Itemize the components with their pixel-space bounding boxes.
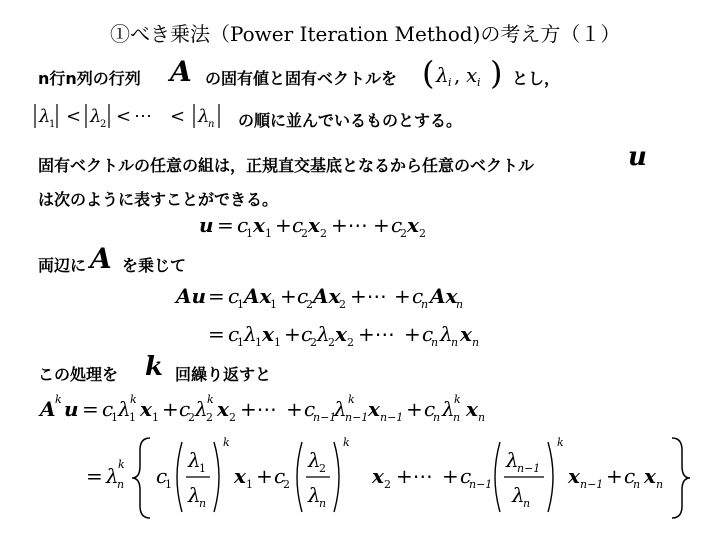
svg-text:x: x: [335, 322, 347, 346]
svg-text:Ax: Ax: [430, 284, 458, 308]
repeat-suffix: 回繰り返すと: [175, 365, 272, 384]
para1-line-a: 固有ベクトルの任意の組は，正規直交基底となるから任意のベクトル: [38, 156, 535, 175]
equation-au-lambda: [200, 316, 530, 352]
svg-text:λ: λ: [195, 397, 208, 421]
line1-suffix: とし，: [512, 69, 561, 88]
svg-text:n: n: [478, 411, 486, 424]
svg-text:λ: λ: [308, 448, 321, 472]
svg-text:2: 2: [419, 227, 426, 240]
svg-text:Ax: Ax: [313, 284, 341, 308]
svg-text:n: n: [433, 411, 441, 424]
svg-text:k: k: [348, 393, 355, 406]
para1-line-b: は次のように表すことができる。: [38, 190, 279, 209]
svg-text:n−1: n−1: [380, 411, 404, 424]
svg-text:n: n: [431, 336, 439, 349]
svg-text:+⋯: +⋯: [331, 213, 368, 237]
svg-text:i: i: [448, 76, 452, 89]
svg-text:λ: λ: [436, 63, 449, 87]
svg-text:k: k: [454, 393, 461, 406]
svg-text:,: ,: [454, 63, 461, 87]
svg-text:<: <: [66, 106, 82, 127]
svg-text:<: <: [170, 106, 186, 127]
svg-text:n: n: [523, 497, 531, 510]
svg-text:c: c: [297, 284, 309, 308]
svg-text:Ax: Ax: [244, 284, 272, 308]
line1-prefix: n行n列の行列: [38, 69, 141, 88]
eigenvalue-ordering: [30, 98, 230, 134]
svg-text:c: c: [422, 322, 434, 346]
svg-text:2: 2: [306, 298, 313, 311]
svg-text:x: x: [568, 464, 580, 488]
svg-text:c: c: [460, 464, 472, 488]
svg-text:c: c: [624, 464, 636, 488]
eigen-pair: [420, 54, 510, 94]
vector-symbol-u: u: [628, 142, 647, 172]
svg-text:1: 1: [246, 478, 253, 491]
svg-text:=: =: [86, 464, 103, 488]
svg-text:n−1: n−1: [313, 411, 337, 424]
svg-text:1: 1: [246, 227, 253, 240]
svg-text:=: =: [208, 322, 225, 346]
svg-text:+: +: [275, 213, 292, 237]
svg-text:λ: λ: [440, 322, 453, 346]
svg-text:x: x: [460, 322, 472, 346]
svg-text:+: +: [286, 397, 303, 421]
svg-text:λ: λ: [198, 106, 210, 127]
svg-text:x: x: [407, 213, 419, 237]
svg-text:λ: λ: [188, 483, 201, 507]
svg-text:k: k: [207, 393, 214, 406]
svg-text:u: u: [199, 213, 214, 237]
svg-text:2: 2: [188, 411, 195, 424]
svg-text:c: c: [237, 213, 249, 237]
svg-text:n: n: [421, 298, 429, 311]
svg-text:1: 1: [274, 336, 281, 349]
svg-text:+⋯: +⋯: [396, 464, 433, 488]
svg-text:+: +: [404, 322, 421, 346]
svg-text:x: x: [308, 213, 320, 237]
equation-aku: [36, 388, 576, 426]
svg-text:2: 2: [301, 227, 308, 240]
svg-text:+: +: [606, 464, 623, 488]
svg-text:n−1: n−1: [580, 478, 604, 491]
svg-text:x: x: [217, 397, 229, 421]
svg-text:n: n: [453, 411, 461, 424]
svg-text:λ: λ: [244, 322, 257, 346]
svg-text:1: 1: [255, 336, 262, 349]
equation-au: [172, 278, 512, 314]
svg-text:λ: λ: [90, 106, 102, 127]
svg-text:1: 1: [152, 411, 159, 424]
multiply-prefix: 両辺に: [38, 256, 87, 275]
svg-text:+: +: [280, 284, 297, 308]
svg-text:i: i: [477, 76, 481, 89]
svg-text:c: c: [412, 284, 424, 308]
svg-text:n: n: [451, 336, 459, 349]
svg-text:n−1: n−1: [469, 478, 493, 491]
svg-text:2: 2: [328, 336, 335, 349]
svg-text:k: k: [557, 436, 564, 449]
svg-text:+: +: [373, 213, 390, 237]
svg-text:λ: λ: [512, 483, 525, 507]
svg-text:c: c: [179, 397, 191, 421]
svg-text:2: 2: [229, 411, 236, 424]
svg-text:x: x: [262, 322, 274, 346]
svg-text:1: 1: [111, 411, 118, 424]
multiply-suffix: を乗じて: [122, 256, 187, 275]
svg-text:2: 2: [310, 336, 317, 349]
svg-text:λ: λ: [506, 448, 519, 472]
svg-text:x: x: [253, 213, 265, 237]
svg-text:2: 2: [206, 411, 213, 424]
svg-text:2: 2: [384, 478, 391, 491]
svg-text:c: c: [228, 322, 240, 346]
line2-text: の順に並んでいるものとする。: [238, 111, 463, 130]
svg-text:k: k: [130, 393, 137, 406]
svg-text:n−1: n−1: [517, 462, 541, 475]
svg-text:+⋯: +⋯: [358, 322, 395, 346]
svg-text:λ: λ: [334, 397, 347, 421]
svg-text:n−1: n−1: [345, 411, 369, 424]
svg-text:+: +: [406, 397, 423, 421]
svg-text:2: 2: [319, 462, 326, 475]
svg-text:): ): [490, 54, 503, 92]
svg-text:c: c: [424, 397, 436, 421]
svg-text:1: 1: [237, 336, 244, 349]
svg-text:⋯: ⋯: [134, 106, 152, 127]
svg-text:λ: λ: [442, 397, 455, 421]
line1-middle: の固有値と固有ベクトルを: [205, 69, 398, 88]
svg-text:λ: λ: [308, 483, 321, 507]
svg-text:n: n: [472, 336, 480, 349]
equation-expansion: [195, 208, 455, 242]
multiply-matrix-symbol: A: [90, 242, 112, 275]
svg-text:λ: λ: [317, 322, 330, 346]
svg-text:c: c: [228, 284, 240, 308]
svg-text:λ: λ: [188, 448, 201, 472]
svg-text:x: x: [466, 397, 478, 421]
svg-text:+: +: [394, 284, 411, 308]
svg-text:k: k: [55, 393, 62, 406]
svg-text:1: 1: [129, 411, 136, 424]
svg-text:+: +: [162, 397, 179, 421]
svg-text:c: c: [304, 397, 316, 421]
svg-text:n: n: [208, 119, 215, 130]
svg-text:Au: Au: [176, 284, 207, 308]
svg-text:c: c: [274, 464, 286, 488]
svg-text:n: n: [117, 478, 125, 491]
svg-text:n: n: [633, 478, 641, 491]
svg-text:k: k: [223, 436, 230, 449]
svg-text:2: 2: [339, 298, 346, 311]
svg-text:c: c: [301, 322, 313, 346]
svg-text:=: =: [217, 213, 234, 237]
svg-text:x: x: [368, 397, 380, 421]
svg-text:x: x: [140, 397, 152, 421]
svg-text:2: 2: [347, 336, 354, 349]
svg-text:x: x: [372, 464, 384, 488]
svg-text:2: 2: [400, 227, 407, 240]
svg-text:λ: λ: [106, 464, 119, 488]
matrix-symbol-a: A: [170, 55, 192, 88]
svg-text:+⋯: +⋯: [350, 284, 387, 308]
svg-text:1: 1: [270, 298, 277, 311]
svg-text:c: c: [156, 464, 168, 488]
svg-text:n: n: [199, 497, 207, 510]
page-title: ①べき乗法（Power Iteration Method)の考え方（１）: [110, 22, 621, 46]
svg-text:n: n: [456, 298, 464, 311]
svg-text:k: k: [118, 458, 125, 471]
svg-text:+⋯: +⋯: [240, 397, 277, 421]
svg-text:u: u: [64, 397, 79, 421]
equation-aku-factored: [82, 430, 694, 524]
svg-text:n: n: [656, 478, 664, 491]
svg-text:2: 2: [100, 119, 107, 130]
svg-text:+: +: [256, 464, 273, 488]
svg-text:2: 2: [320, 227, 327, 240]
svg-text:A: A: [40, 397, 56, 421]
svg-text:n: n: [319, 497, 327, 510]
svg-text:+: +: [442, 464, 459, 488]
svg-text:1: 1: [237, 298, 244, 311]
svg-text:x: x: [644, 464, 656, 488]
svg-text:x: x: [466, 63, 478, 87]
svg-text:1: 1: [265, 227, 272, 240]
svg-text:λ: λ: [39, 106, 51, 127]
svg-text:1: 1: [49, 119, 56, 130]
svg-text:1: 1: [165, 478, 172, 491]
svg-text:=: =: [208, 284, 225, 308]
svg-text:<: <: [116, 106, 132, 127]
svg-text:k: k: [343, 436, 350, 449]
svg-text:2: 2: [283, 478, 290, 491]
svg-text:c: c: [391, 213, 403, 237]
svg-text:c: c: [102, 397, 114, 421]
svg-text:1: 1: [199, 462, 206, 475]
svg-text:c: c: [292, 213, 304, 237]
repeat-prefix: この処理を: [38, 365, 119, 384]
svg-text:λ: λ: [118, 397, 131, 421]
svg-text:x: x: [234, 464, 246, 488]
svg-text:+: +: [284, 322, 301, 346]
svg-text:(: (: [422, 54, 435, 92]
k-symbol: k: [145, 352, 164, 382]
svg-text:=: =: [82, 397, 99, 421]
